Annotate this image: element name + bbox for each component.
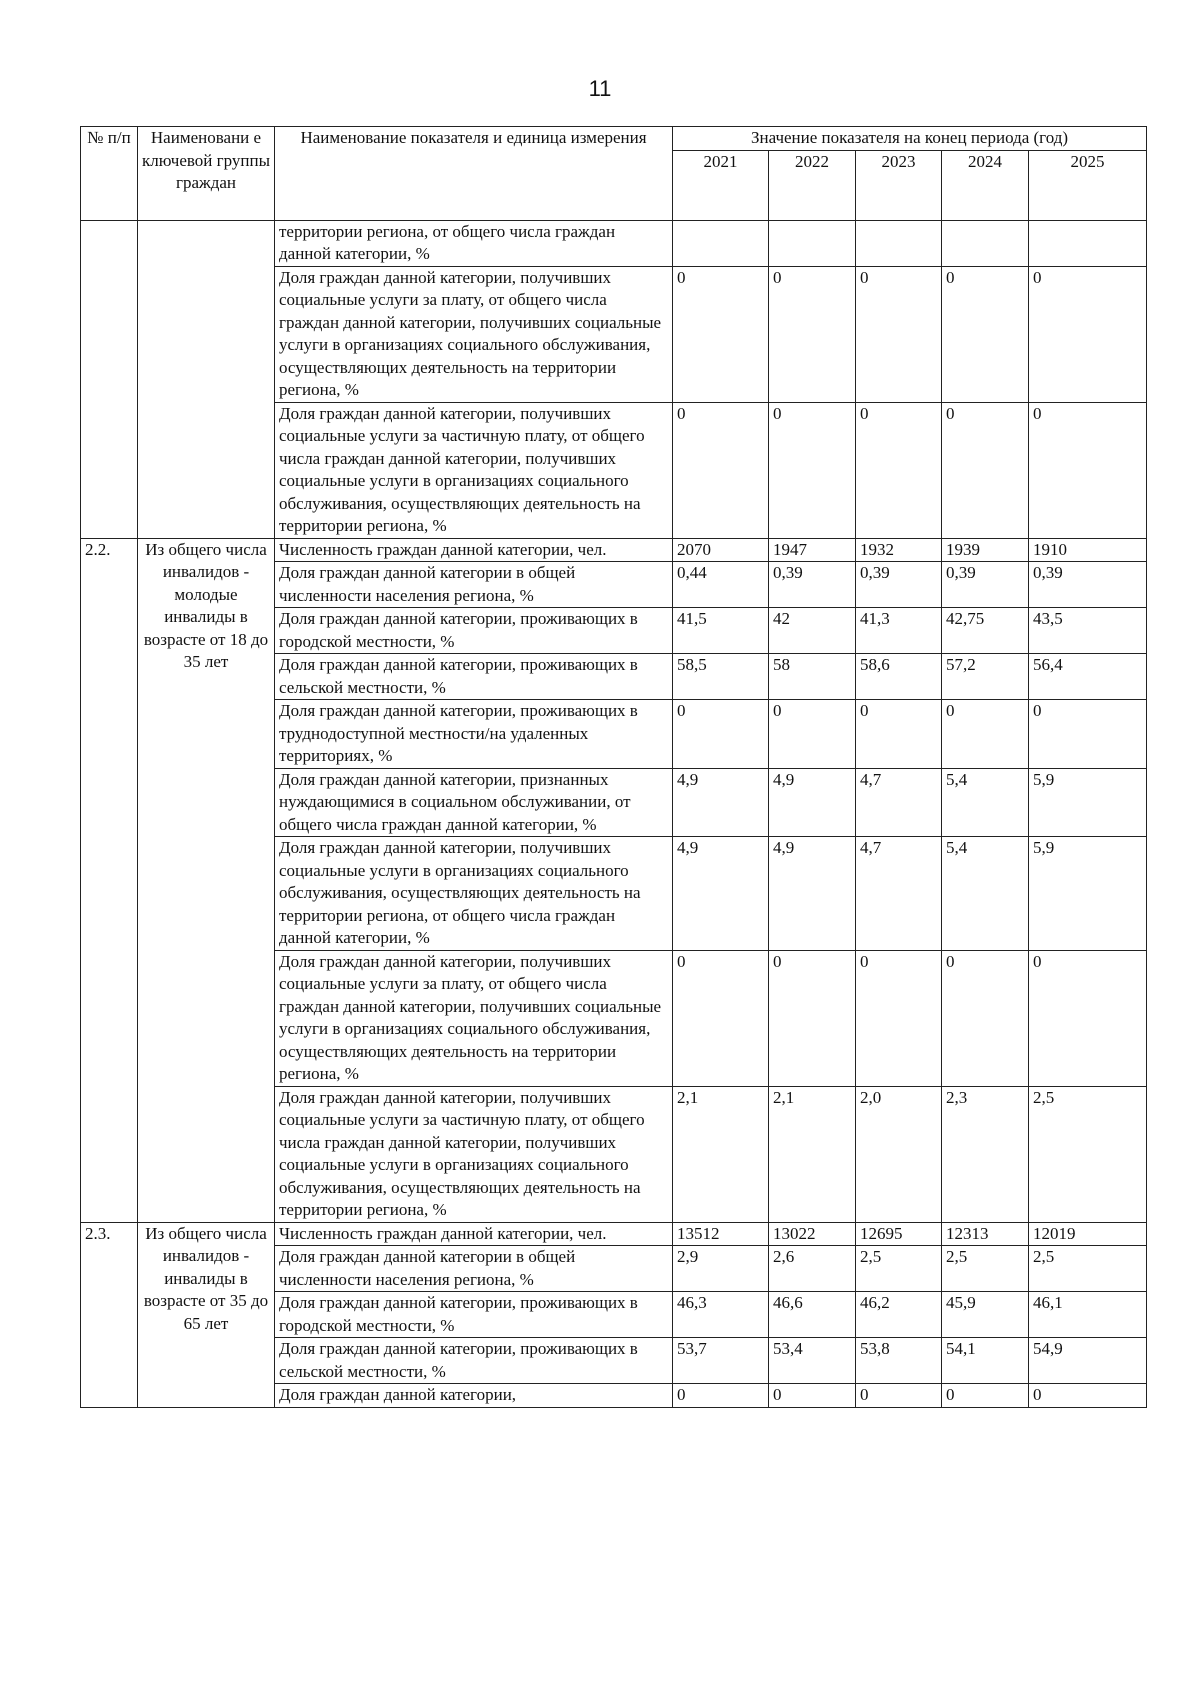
header-year: 2024 (942, 150, 1029, 220)
value-cell: 46,2 (856, 1292, 942, 1338)
value-cell: 58,6 (856, 654, 942, 700)
group-name: Из общего числа инвалидов - молодые инвалиды в возрасте от 18 до 35 лет (138, 538, 275, 1222)
value-cell: 5,4 (942, 837, 1029, 951)
table-row (81, 220, 1147, 266)
value-cell: 46,1 (1029, 1292, 1147, 1338)
header-group: Наименовани е ключевой группы граждан (138, 127, 275, 221)
page-number: 11 (588, 76, 612, 101)
value-cell: 0 (1029, 266, 1147, 402)
value-cell: 4,9 (673, 837, 769, 951)
indicator-name: Доля граждан данной категории, (275, 1384, 673, 1408)
value-cell: 12019 (1029, 1222, 1147, 1246)
value-cell: 46,6 (769, 1292, 856, 1338)
value-cell: 2,9 (673, 1246, 769, 1292)
value-cell: 0 (856, 950, 942, 1086)
value-cell: 1939 (942, 538, 1029, 562)
value-cell: 0 (942, 950, 1029, 1086)
value-cell: 4,7 (856, 768, 942, 837)
value-cell: 54,9 (1029, 1338, 1147, 1384)
indicator-table (80, 126, 1147, 1408)
value-cell: 0 (856, 402, 942, 538)
value-cell: 1910 (1029, 538, 1147, 562)
group-num-cell (81, 220, 138, 538)
value-cell: 0 (1029, 1384, 1147, 1408)
header-row (81, 127, 1147, 151)
value-cell: 5,9 (1029, 837, 1147, 951)
value-cell: 42,75 (942, 608, 1029, 654)
value-cell: 0 (942, 1384, 1029, 1408)
value-cell: 0 (673, 402, 769, 538)
value-cell (769, 220, 856, 266)
indicator-name: Доля граждан данной категории, получивших социальные услуги за частичную плату, от общего числа граждан данной категории, получивших социальные услуги в организациях социального обслуживания, осуществляющих деятельность на территории региона, % (275, 1086, 673, 1222)
value-cell: 0 (769, 266, 856, 402)
value-cell: 56,4 (1029, 654, 1147, 700)
indicator-name: Доля граждан данной категории, получивших социальные услуги за плату, от общего числа граждан данной категории, получивших социальные услуги в организациях социального обслуживания, осуществляющих деятельность на территории региона, % (275, 266, 673, 402)
group-name-cell (138, 220, 275, 538)
value-cell: 41,3 (856, 608, 942, 654)
value-cell: 58,5 (673, 654, 769, 700)
value-cell: 5,9 (1029, 768, 1147, 837)
value-cell: 2070 (673, 538, 769, 562)
value-cell: 5,4 (942, 768, 1029, 837)
group-num: 2.2. (81, 538, 138, 1222)
value-cell: 0 (856, 1384, 942, 1408)
indicator-name: Доля граждан данной категории, проживающих в сельской местности, % (275, 1338, 673, 1384)
value-cell: 0,39 (1029, 562, 1147, 608)
header-year: 2022 (769, 150, 856, 220)
value-cell: 54,1 (942, 1338, 1029, 1384)
value-cell: 0,44 (673, 562, 769, 608)
value-cell: 42 (769, 608, 856, 654)
indicator-name: Доля граждан данной категории, проживающих в сельской местности, % (275, 654, 673, 700)
indicator-name: Доля граждан данной категории, получивших социальные услуги в организациях социального обслуживания, осуществляющих деятельность на территории региона, от общего числа граждан данной категории, % (275, 837, 673, 951)
value-cell: 13022 (769, 1222, 856, 1246)
value-cell: 12313 (942, 1222, 1029, 1246)
value-cell: 0,39 (856, 562, 942, 608)
indicator-name: Доля граждан данной категории, проживающих в труднодоступной местности/на удаленных территориях, % (275, 700, 673, 769)
value-cell: 45,9 (942, 1292, 1029, 1338)
value-cell: 2,6 (769, 1246, 856, 1292)
value-cell: 2,5 (1029, 1246, 1147, 1292)
value-cell: 53,8 (856, 1338, 942, 1384)
header-year: 2023 (856, 150, 942, 220)
value-cell (1029, 220, 1147, 266)
indicator-name: Доля граждан данной категории в общей численности населения региона, % (275, 1246, 673, 1292)
value-cell: 0,39 (769, 562, 856, 608)
value-cell: 0 (856, 700, 942, 769)
value-cell: 0 (1029, 700, 1147, 769)
value-cell (856, 220, 942, 266)
group-name: Из общего числа инвалидов - инвалиды в возрасте от 35 до 65 лет (138, 1222, 275, 1407)
value-cell (942, 220, 1029, 266)
value-cell: 4,7 (856, 837, 942, 951)
value-cell (673, 220, 769, 266)
value-cell: 1932 (856, 538, 942, 562)
value-cell: 0 (942, 402, 1029, 538)
value-cell: 2,1 (673, 1086, 769, 1222)
value-cell: 57,2 (942, 654, 1029, 700)
value-cell: 2,1 (769, 1086, 856, 1222)
header-indicator: Наименование показателя и единица измерения (275, 127, 673, 221)
header-year: 2025 (1029, 150, 1147, 220)
table-row (81, 538, 1147, 562)
value-cell: 4,9 (673, 768, 769, 837)
value-cell: 0 (942, 266, 1029, 402)
header-num: № п/п (81, 127, 138, 221)
value-cell: 1947 (769, 538, 856, 562)
value-cell: 0 (1029, 402, 1147, 538)
value-cell: 2,5 (942, 1246, 1029, 1292)
header-year: 2021 (673, 150, 769, 220)
value-cell: 41,5 (673, 608, 769, 654)
value-cell: 12695 (856, 1222, 942, 1246)
value-cell: 2,5 (1029, 1086, 1147, 1222)
value-cell: 2,0 (856, 1086, 942, 1222)
value-cell: 0 (1029, 950, 1147, 1086)
value-cell: 13512 (673, 1222, 769, 1246)
value-cell: 43,5 (1029, 608, 1147, 654)
table-row (81, 1222, 1147, 1246)
value-cell: 4,9 (769, 837, 856, 951)
value-cell: 0 (769, 950, 856, 1086)
value-cell: 0 (673, 950, 769, 1086)
value-cell: 0 (942, 700, 1029, 769)
indicator-name: Численность граждан данной категории, чел. (275, 538, 673, 562)
value-cell: 58 (769, 654, 856, 700)
value-cell: 0 (673, 266, 769, 402)
value-cell: 0,39 (942, 562, 1029, 608)
indicator-name: Доля граждан данной категории в общей численности населения региона, % (275, 562, 673, 608)
indicator-name: Доля граждан данной категории, признанных нуждающимися в социальном обслуживании, от общего числа граждан данной категории, % (275, 768, 673, 837)
value-cell: 0 (673, 700, 769, 769)
header-values: Значение показателя на конец периода (год) (673, 127, 1147, 151)
value-cell: 53,7 (673, 1338, 769, 1384)
value-cell: 2,3 (942, 1086, 1029, 1222)
value-cell: 0 (673, 1384, 769, 1408)
indicator-name: Численность граждан данной категории, чел. (275, 1222, 673, 1246)
indicator-name: Доля граждан данной категории, получивших социальные услуги за частичную плату, от общего числа граждан данной категории, получивших социальные услуги в организациях социального обслуживания, осуществляющих деятельность на территории региона, % (275, 402, 673, 538)
group-num: 2.3. (81, 1222, 138, 1407)
value-cell: 53,4 (769, 1338, 856, 1384)
indicator-name: Доля граждан данной категории, проживающих в городской местности, % (275, 608, 673, 654)
value-cell: 0 (856, 266, 942, 402)
indicator-name: Доля граждан данной категории, получивших социальные услуги за плату, от общего числа граждан данной категории, получивших социальные услуги в организациях социального обслуживания, осуществляющих деятельность на территории региона, % (275, 950, 673, 1086)
value-cell: 4,9 (769, 768, 856, 837)
value-cell: 0 (769, 1384, 856, 1408)
value-cell: 0 (769, 700, 856, 769)
indicator-name: Доля граждан данной категории, проживающих в городской местности, % (275, 1292, 673, 1338)
value-cell: 46,3 (673, 1292, 769, 1338)
value-cell: 2,5 (856, 1246, 942, 1292)
indicator-name: территории региона, от общего числа граждан данной категории, % (275, 220, 673, 266)
value-cell: 0 (769, 402, 856, 538)
